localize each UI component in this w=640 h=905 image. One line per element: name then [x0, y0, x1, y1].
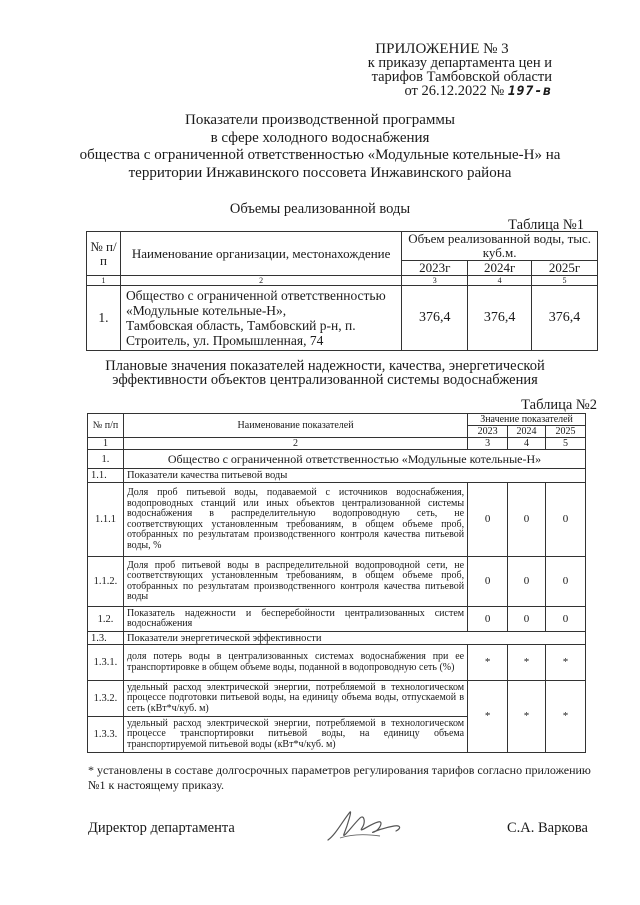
appendix-title: ПРИЛОЖЕНИЕ № 3	[375, 41, 509, 57]
title-line-3: общества с ограниченной ответственностью «Модульные котельные-Н» на	[79, 147, 561, 163]
appendix-header	[292, 42, 552, 99]
t2-value-2023: *	[468, 645, 508, 681]
t1-row-num: 1.	[87, 286, 121, 351]
t2-value-2025: 0	[546, 607, 586, 632]
t2-row-name: удельный расход электрической энергии, потребляемой в технологическом процессе подготовки питьевой воды, на единицу объема воды, отпускаемой в сеть (кВт*ч/куб. м)	[123, 681, 467, 717]
t2-row-num: 1.3.2.	[88, 681, 124, 717]
t2-value-2024: 0	[508, 557, 546, 607]
signature-role: Директор департамента	[88, 820, 235, 836]
t2-value-2025: *	[546, 645, 586, 681]
t2-colnum-4: 4	[508, 438, 546, 450]
t2-row-name: удельный расход электрической энергии, потребляемой в технологическом процессе транспортировки питьевой воды, на единицу объема транспортируемой питьевой воды (кВт*ч/куб. м)	[123, 717, 467, 753]
t1-org-line-3: Тамбовская область, Тамбовский р-н, п.	[125, 318, 356, 333]
table-row	[88, 632, 586, 645]
table-2	[87, 413, 586, 753]
t2-value-2023: 0	[468, 483, 508, 557]
t2-row-name: Общество с ограниченной ответственностью «Модульные котельные-Н»	[123, 450, 585, 469]
t1-row-org	[120, 286, 401, 351]
t1-colnum-3: 3	[402, 276, 468, 286]
t2-value-2024: 0	[508, 483, 546, 557]
t2-colnum-2: 2	[123, 438, 467, 450]
t1-colnum-4: 4	[468, 276, 532, 286]
table-1	[86, 231, 598, 351]
t1-org-line-4: Строитель, ул. Промышленная, 74	[125, 333, 324, 348]
table-row	[88, 469, 586, 483]
t2-header-2025: 2025	[546, 426, 586, 438]
t2-row-num: 1.3.	[88, 632, 124, 645]
t1-value-2025: 376,4	[532, 286, 598, 351]
t2-header-values: Значение показателей	[468, 414, 586, 426]
appendix-date: от 26.12.2022 №	[404, 83, 505, 99]
t2-row-name: Показатели качества питьевой воды	[123, 469, 585, 483]
table-row	[88, 557, 586, 607]
t2-value-2023: 0	[468, 607, 508, 632]
title-line-2: в сфере холодного водоснабжения	[210, 129, 430, 146]
t2-row-num: 1.3.1.	[88, 645, 124, 681]
table1-label: Таблица №1	[508, 217, 584, 233]
t2-value-2024: 0	[508, 607, 546, 632]
appendix-line-2: к приказу департамента цен и	[367, 55, 552, 71]
table-row	[88, 645, 586, 681]
t2-value-2025: 0	[546, 483, 586, 557]
t2-row-name: доля потерь воды в централизованных системах водоснабжения при ее транспортировке в общем объеме воды, поданной в водопроводную сеть (%)	[123, 645, 467, 681]
t2-row-name: Доля проб питьевой воды в распределительной водопроводной сети, не соответствующих установленным требованиям, в общем объеме проб, отобранных по результатам производственного контроля качества питьевой воды	[123, 557, 467, 607]
t2-header-2024: 2024	[508, 426, 546, 438]
t2-row-num: 1.	[88, 450, 124, 469]
t2-row-num: 1.1.1	[88, 483, 124, 557]
table-row	[88, 450, 586, 469]
t2-row-num: 1.1.2.	[88, 557, 124, 607]
t2-value-2023: 0	[468, 557, 508, 607]
t1-header-num: № п/п	[87, 232, 121, 276]
t1-header-2023: 2023г	[402, 261, 468, 276]
appendix-line-3: тарифов Тамбовской области	[371, 69, 552, 85]
t1-header-org: Наименование организации, местонахождение	[120, 232, 401, 276]
t2-header-name: Наименование показателей	[123, 414, 467, 438]
handwritten-signature-icon	[322, 804, 412, 846]
appendix-line-4	[292, 84, 552, 99]
handwritten-order-number: 197-в	[507, 84, 552, 99]
t1-header-volume: Объем реализованной воды, тыс. куб.м.	[402, 232, 598, 261]
t2-row-name: Показатели энергетической эффективности	[123, 632, 585, 645]
t1-colnum-5: 5	[532, 276, 598, 286]
t2-row-num: 1.2.	[88, 607, 124, 632]
t1-header-2024: 2024г	[468, 261, 532, 276]
t2-value-2023: *	[468, 681, 508, 753]
t1-value-2024: 376,4	[468, 286, 532, 351]
t2-header-2023: 2023	[468, 426, 508, 438]
table2-heading	[60, 359, 590, 387]
table2-heading-line-1: Плановые значения показателей надежности, качества, энергетической	[105, 358, 545, 374]
t2-row-name: Доля проб питьевой воды, подаваемой с источников водоснабжения, водопроводных станций или иных объектов централизованной системы водоснабжения в распределительную водопроводную сеть, не соответствующих установленным требованиям, в общем объеме проб, отобранных по результатам производственного контроля качества питьевой воды, %	[123, 483, 467, 557]
table-row	[88, 607, 586, 632]
t2-value-2025: *	[546, 681, 586, 753]
signature-name: С.А. Варкова	[506, 820, 588, 836]
table-row	[88, 681, 586, 717]
t2-row-num: 1.1.	[88, 469, 124, 483]
t1-org-line-1: Общество с ограниченной ответственностью	[125, 288, 386, 303]
t1-org-line-2: «Модульные котельные-Н»,	[125, 303, 287, 318]
t2-value-2025: 0	[546, 557, 586, 607]
table1-subtitle: Объемы реализованной воды	[229, 201, 411, 217]
t2-row-name: Показатель надежности и бесперебойности централизованных систем водоснабжения	[123, 607, 467, 632]
title-line-1: Показатели производственной программы	[185, 112, 455, 128]
t2-row-num: 1.3.3.	[88, 717, 124, 753]
t2-colnum-3: 3	[468, 438, 508, 450]
table-row	[88, 483, 586, 557]
t1-value-2023: 376,4	[402, 286, 468, 351]
table-row	[87, 286, 598, 351]
t1-colnum-1: 1	[87, 276, 121, 286]
t1-colnum-2: 2	[120, 276, 401, 286]
table2-heading-line-2: эффективности объектов централизованной системы водоснабжения	[112, 372, 538, 388]
table2-label: Таблица №2	[521, 397, 597, 413]
t2-value-2024: *	[508, 681, 546, 753]
document-title	[60, 112, 580, 182]
t2-colnum-5: 5	[546, 438, 586, 450]
t2-colnum-1: 1	[88, 438, 124, 450]
footnote: * установлены в составе долгосрочных параметров регулирования тарифов согласно приложению №1 к настоящему приказу.	[88, 763, 591, 792]
t1-header-2025: 2025г	[532, 261, 598, 276]
t2-header-num: № п/п	[88, 414, 124, 438]
t2-value-2024: *	[508, 645, 546, 681]
title-line-4: территории Инжавинского поссовета Инжавинского района	[128, 164, 512, 181]
